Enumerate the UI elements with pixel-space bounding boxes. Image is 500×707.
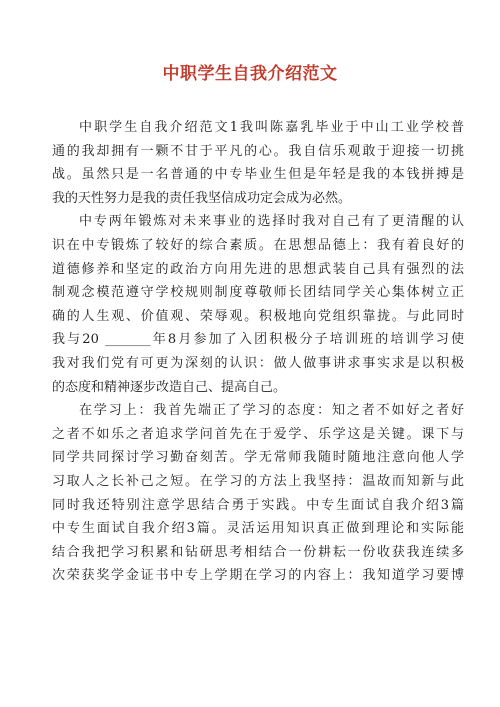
paragraph-line: 通的我却拥有一颗不甘于平凡的心。我自信乐观敢于迎接一切挑 bbox=[52, 143, 464, 159]
paragraph-line: 制观念模范遵守学校规则制度尊敬师长团结同学关心集体树立正 bbox=[52, 285, 464, 301]
paragraph-line: 我对我们党有可更为深刻的认识：做人做事讲求事实求是以积极 bbox=[52, 355, 464, 371]
paragraph-1 bbox=[52, 116, 464, 210]
paragraph-line: 同学共同探讨学习勤奋刻苦。学无常师我随时随地注意向他人学 bbox=[52, 450, 464, 466]
paragraph-line: 次荣获奖学金证书中专上学期在学习的内容上：我知道学习要博 bbox=[52, 568, 464, 584]
document-body bbox=[52, 116, 464, 588]
paragraph-3 bbox=[52, 399, 464, 588]
paragraph-line: 习取人之长补己之短。在学习的方法上我坚持：温故而知新与此 bbox=[52, 473, 464, 489]
paragraph-line: 同时我还特别注意学思结合勇于实践。中专生面试自我介绍3篇 bbox=[52, 497, 464, 513]
paragraph-line: 战。虽然只是一名普通的中专毕业生但是年轻是我的本钱拼搏是 bbox=[52, 167, 464, 183]
paragraph-line: 之者不如乐之者追求学问首先在于爱学、乐学这是关键。课下与 bbox=[52, 426, 464, 442]
paragraph-line: 我与20 _______年8月参加了入团积极分子培训班的培训学习使 bbox=[52, 332, 464, 348]
paragraph-line: 中职学生自我介绍范文1我叫陈嘉乳毕业于中山工业学校普 bbox=[79, 120, 464, 135]
paragraph-line: 我的天性努力是我的责任我坚信成功定会成为必然。 bbox=[52, 190, 352, 206]
paragraph-line: 的态度和精神逐步改造自己、提高自己。 bbox=[52, 379, 287, 395]
paragraph-line: 在学习上：我首先端正了学习的态度：知之者不如好之者好 bbox=[79, 403, 464, 419]
paragraph-line: 道德修养和坚定的政治方向用先进的思想武装自己具有强烈的法 bbox=[52, 261, 464, 277]
document-title: 中职学生自我介绍范文 bbox=[162, 64, 338, 84]
paragraph-line: 识在中专锻炼了较好的综合素质。在思想品德上：我有着良好的 bbox=[52, 237, 464, 253]
paragraph-line: 中专两年锻炼对未来事业的选择时我对自己有了更清醒的认 bbox=[79, 214, 464, 230]
paragraph-line: 中专生面试自我介绍3篇。灵活运用知识真正做到理论和实际能 bbox=[52, 521, 464, 537]
paragraph-line: 确的人生观、价值观、荣辱观。积极地向党组织靠拢。与此同时 bbox=[52, 308, 464, 324]
paragraph-line: 结合我把学习积累和钻研思考相结合一份耕耘一份收获我连续多 bbox=[52, 544, 464, 560]
paragraph-2 bbox=[52, 210, 464, 399]
